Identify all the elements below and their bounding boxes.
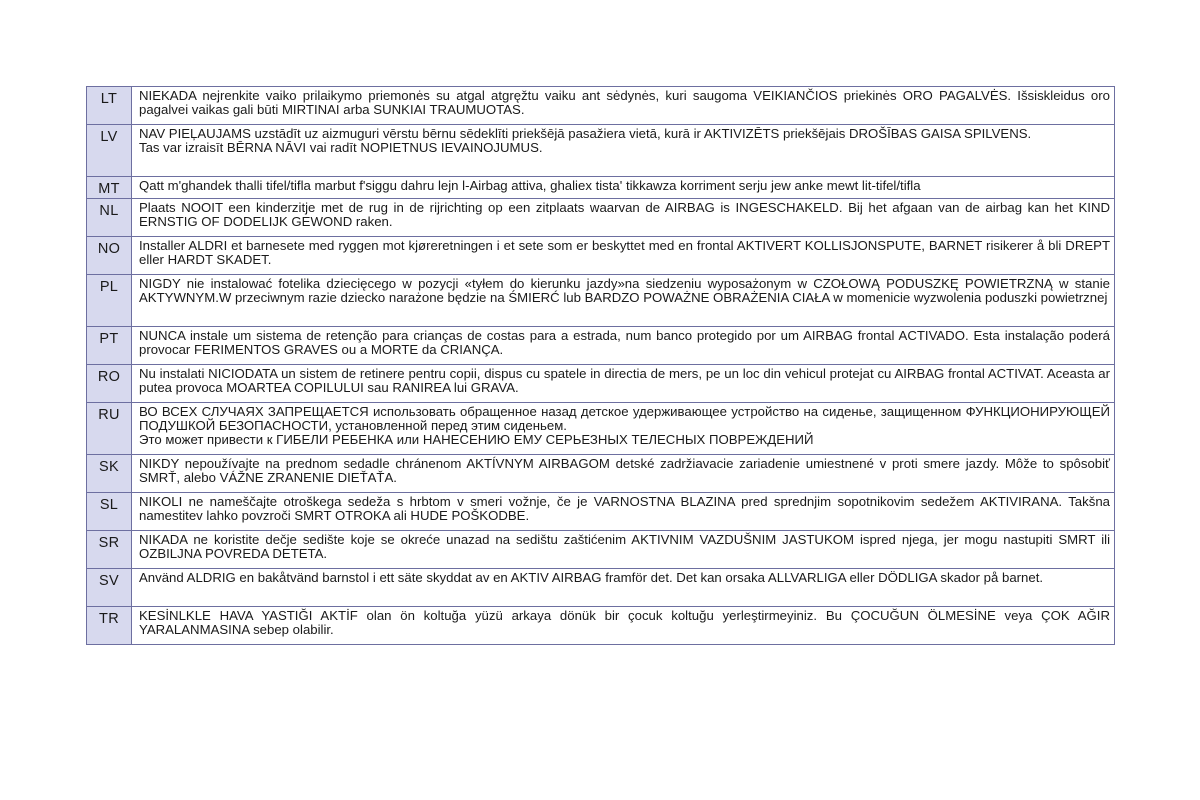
warning-text-line: Tas var izraisīt BĒRNA NĀVI vai radīt NOPIETNUS IEVAINOJUMUS. <box>139 140 543 155</box>
language-row <box>87 365 1115 403</box>
warning-text-cell <box>132 569 1115 607</box>
language-code-cell: SR <box>87 531 132 569</box>
language-row <box>87 237 1115 275</box>
warning-text-cell <box>132 275 1115 327</box>
warning-text-cell <box>132 237 1115 275</box>
warning-text-line: Installer ALDRI et barnesete med ryggen mot kjøreretningen i et sete som er beskyttet med en frontal AKTIVERT KOLLISJONSPUTE, BARNET risikerer å bli DREPT eller HARDT SKADET. <box>139 238 1110 267</box>
language-code-cell: PL <box>87 275 132 327</box>
language-code-cell: MT <box>87 177 132 199</box>
warning-text-cell <box>132 365 1115 403</box>
warning-text-cell <box>132 87 1115 125</box>
warning-text-cell <box>132 607 1115 645</box>
language-code-cell: LV <box>87 125 132 177</box>
warning-text-line: NIGDY nie instalować fotelika dziecięcego w pozycji «tyłem do kierunku jazdy»na siedzeniu wyposażonym w CZOŁOWĄ PODUSZKĘ POWIETRZNĄ w stanie AKTYWNYM.W przeciwnym razie dziecko narażone będzie na ŚMIERĆ lub BARDZO POWAŻNE OBRAŻENIA CIAŁA w momenicie wyzwolenia poduszki powietrznej <box>139 276 1110 305</box>
language-code-cell: RU <box>87 403 132 455</box>
language-row <box>87 327 1115 365</box>
language-code-cell: NO <box>87 237 132 275</box>
language-code-cell: NL <box>87 199 132 237</box>
warning-text-cell <box>132 403 1115 455</box>
language-row <box>87 607 1115 645</box>
language-row <box>87 569 1115 607</box>
language-code-cell: SK <box>87 455 132 493</box>
warning-text-line: NIEKADA nejrenkite vaiko prilaikymo priemonės su atgal atgręžtu vaiku ant sėdynės, kuri saugoma VEIKIANČIOS priekinės ORO PAGALVĖS. Išsiskleidus oro pagalvei vaikas gali būti MIRTINAI arba SUNKIAI TRAUMUOTAS. <box>139 88 1110 117</box>
language-row <box>87 125 1115 177</box>
warning-text-line: NUNCA instale um sistema de retenção para crianças de costas para a estrada, num banco protegido por um AIRBAG frontal ACTIVADO. Esta instalação poderá provocar FERIMENTOS GRAVES ou a MORTE da CRIANÇA. <box>139 328 1110 357</box>
language-code-cell: SV <box>87 569 132 607</box>
language-row <box>87 87 1115 125</box>
language-row <box>87 403 1115 455</box>
language-code-cell: RO <box>87 365 132 403</box>
warning-text-line: Använd ALDRIG en bakåtvänd barnstol i ett säte skyddat av en AKTIV AIRBAG framför det. Det kan orsaka ALLVARLIGA eller DÖDLIGA skador på barnet. <box>139 570 1044 585</box>
language-code-cell: SL <box>87 493 132 531</box>
language-row <box>87 177 1115 199</box>
warning-text-cell <box>132 327 1115 365</box>
language-row <box>87 455 1115 493</box>
warning-text-line: ВО ВСЕХ СЛУЧАЯХ ЗАПРЕЩАЕТСЯ использовать обращенное назад детское удерживающее устройство на сиденье, защищенном ФУНКЦИОНИРУЮЩЕЙ ПОДУШКОЙ БЕЗОПАСНОСТИ, установленной перед этим сиденьем. <box>139 404 1110 433</box>
warning-text-cell <box>132 177 1115 199</box>
warning-text-line: Qatt m'ghandek thalli tifel/tifla marbut f'siggu dahru lejn l-Airbag attiva, ghaliex tista' tikkawza korriment serju jew anke mewt lit-tifel/tifla <box>139 178 921 193</box>
language-row <box>87 275 1115 327</box>
warning-text-cell <box>132 199 1115 237</box>
language-row <box>87 493 1115 531</box>
warning-text-cell <box>132 493 1115 531</box>
warning-text-line: Nu instalati NICIODATA un sistem de retinere pentru copii, dispus cu spatele in directia de mers, pe un loc din vehicul protejat cu AIRBAG frontal ACTIVAT. Aceasta ar putea provoca MOARTEA COPILULUI sau RANIREA lui GRAVA. <box>139 366 1110 395</box>
warning-text-line: NIKDY nepoužívajte na prednom sedadle chránenom AKTÍVNYM AIRBAGOM detské zadržiavacie zariadenie umiestnené v proti smere jazdy. Môže to spôsobiť SMRŤ, alebo VÁŽNE ZRANENIE DIEŤAŤA. <box>139 456 1110 485</box>
warning-text-line: NIKOLI ne nameščajte otroškega sedeža s hrbtom v smeri vožnje, če je VARNOSTNA BLAZINA pred sprednjim sopotnikovim sedežem AKTIVIRANA. Takšna namestitev lahko povzroči SMRT OTROKA ali HUDE POŠKODBE. <box>139 494 1110 523</box>
warning-text-line: Это может привести к ГИБЕЛИ РЕБЕНКА или НАНЕСЕНИЮ ЕМУ СЕРЬЕЗНЫХ ТЕЛЕСНЫХ ПОВРЕЖДЕНИЙ <box>139 432 814 447</box>
warning-text-line: NAV PIEĻAUJAMS uzstādīt uz aizmuguri vērstu bērnu sēdeklīti priekšējā pasažiera vietā, kurā ir AKTIVIZĒTS priekšējais DROŠĪBAS GAISA SPILVENS. <box>139 126 1032 141</box>
warning-text-cell <box>132 125 1115 177</box>
language-code-cell: TR <box>87 607 132 645</box>
language-code-cell: PT <box>87 327 132 365</box>
language-row <box>87 199 1115 237</box>
warning-text-cell <box>132 531 1115 569</box>
warning-text-line: NIKADA ne koristite dečje sedište koje se okreće unazad na sedištu zaštićenim AKTIVNIM VAZDUŠNIM JASTUKOM ispred njega, jer mogu nastupiti SMRT ili OZBILJNA POVREDA DETETA. <box>139 532 1110 561</box>
language-code-cell: LT <box>87 87 132 125</box>
language-row <box>87 531 1115 569</box>
airbag-warning-table <box>86 86 1115 645</box>
warning-text-line: KESİNLKLE HAVA YASTIĞI AKTİF olan ön koltuğa yüzü arkaya dönük bir çocuk koltuğu yerleştirmeyiniz. Bu ÇOCUĞUN ÖLMESİNE veya ÇOK AĞIR YARALANMASINA sebep olabilir. <box>139 608 1110 637</box>
warning-text-cell <box>132 455 1115 493</box>
warning-text-line: Plaats NOOIT een kinderzitje met de rug in de rijrichting op een zitplaats waarvan de AIRBAG is INGESCHAKELD. Bij het afgaan van de airbag kan het KIND ERNSTIG OF DODELIJK GEWOND raken. <box>139 200 1110 229</box>
